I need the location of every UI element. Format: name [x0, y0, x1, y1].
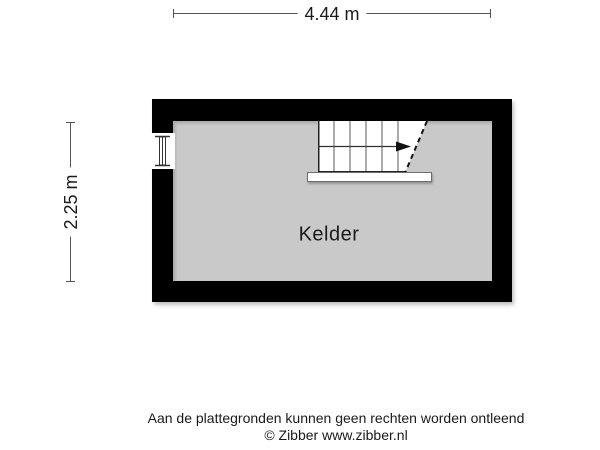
room-label: Kelder [298, 223, 360, 246]
dimension-height-label: 2.25 m [61, 167, 81, 236]
staircase-landing-edge [307, 172, 432, 182]
footer [148, 410, 525, 444]
dimension-width-label: 4.44 m [297, 4, 366, 24]
copyright-text: © Zibber www.zibber.nl [264, 427, 408, 443]
floorplan-walls [152, 99, 512, 302]
dimension-tick-top [66, 122, 75, 123]
staircase-icon [318, 121, 433, 173]
disclaimer-text: Aan de plattegronden kunnen geen rechten worden ontleend [147, 410, 525, 426]
dimension-line-height [61, 122, 81, 282]
dimension-line-width [173, 4, 491, 24]
dimension-tick-bottom [66, 281, 75, 282]
dimension-tick-right [490, 9, 491, 18]
window-opening [150, 133, 175, 169]
dimension-tick-left [173, 9, 174, 18]
window-icon [150, 133, 175, 169]
